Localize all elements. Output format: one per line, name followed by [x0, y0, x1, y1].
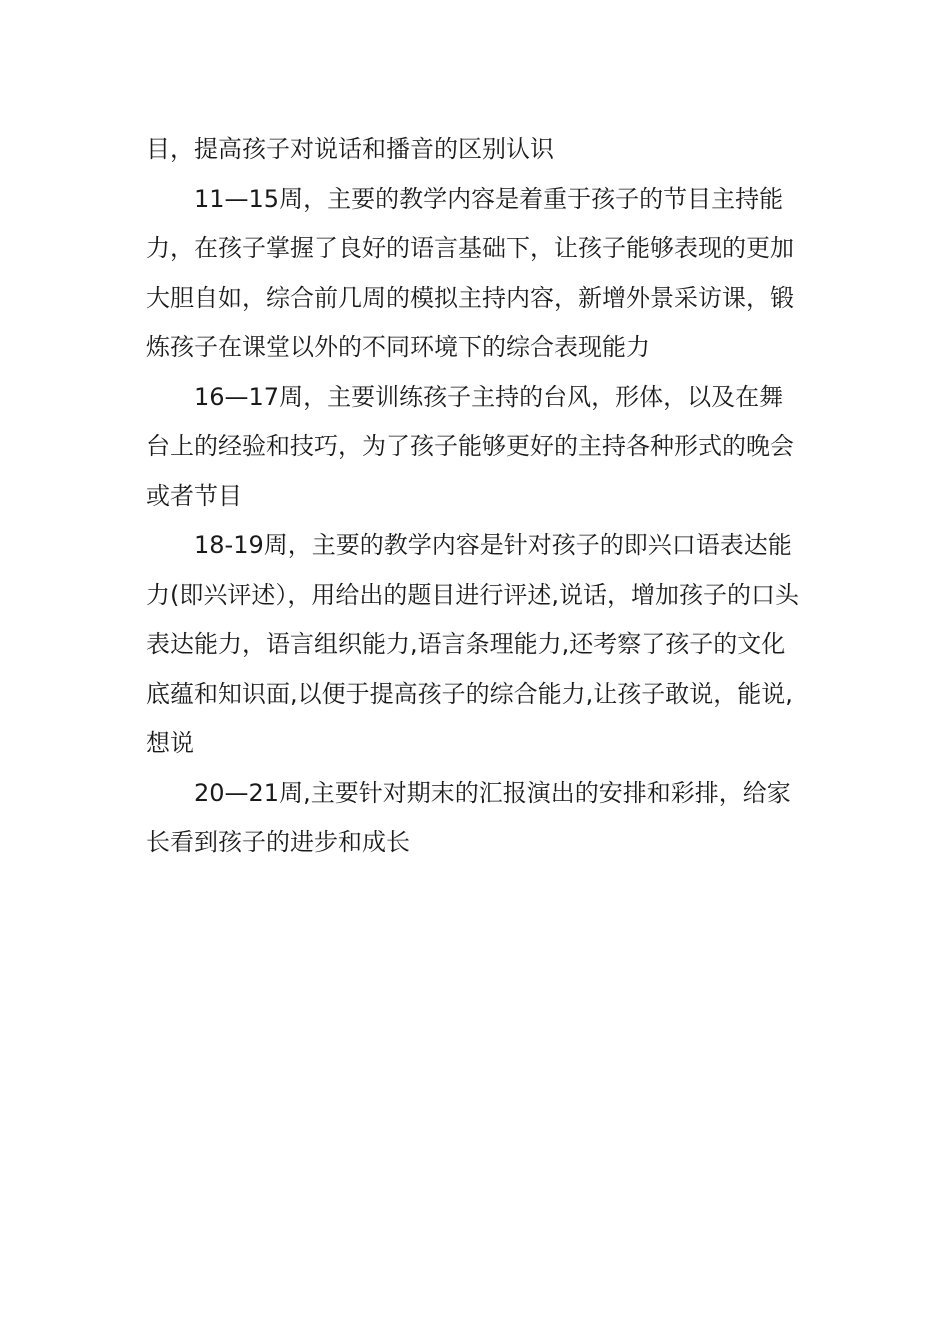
paragraph-weeks-20-21: 20—21周,主要针对期末的汇报演出的安排和彩排，给家长看到孩子的进步和成长: [146, 778, 791, 856]
paragraph-continuation: 目，提高孩子对说话和播音的区别认识: [146, 135, 554, 163]
paragraph-weeks-18-19: 18-19周，主要的教学内容是针对孩子的即兴口语表达能力(即兴评述），用给出的题目进行评述,说话，增加孩子的口头表达能力，语言组织能力,语言条理能力,还考察了孩子的文化底蕴和知识面,以便于提高孩子的综合能力,让孩子敢说，能说,想说: [146, 531, 799, 757]
document-body: [146, 125, 804, 868]
paragraph-weeks-11-15: 11—15周，主要的教学内容是着重于孩子的节目主持能力，在孩子掌握了良好的语言基础下，让孩子能够表现的更加大胆自如，综合前几周的模拟主持内容，新增外景采访课，锻炼孩子在课堂以外的不同环境下的综合表现能力: [146, 184, 794, 361]
paragraph-weeks-16-17: 16—17周，主要训练孩子主持的台风，形体，以及在舞台上的经验和技巧，为了孩子能够更好的主持各种形式的晚会或者节目: [146, 382, 794, 510]
